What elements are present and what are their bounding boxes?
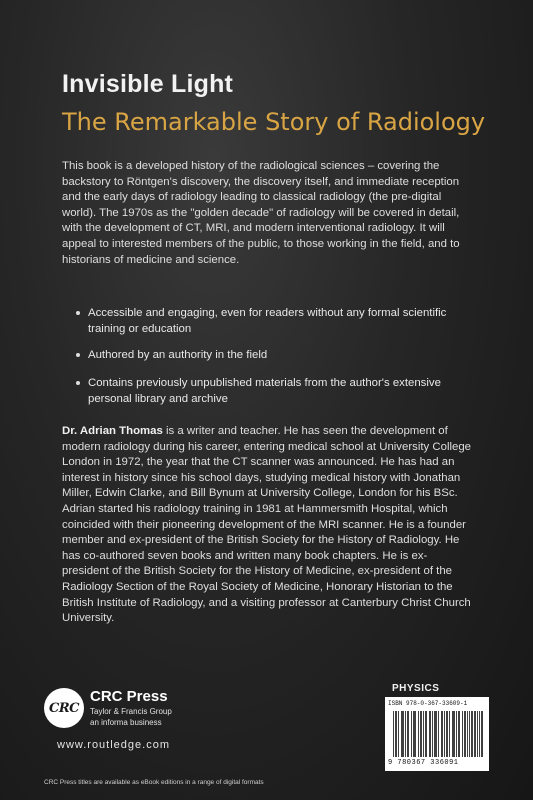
bullet-list-1 [62, 306, 474, 337]
book-title: Invisible Light [62, 70, 234, 98]
barcode-bar [402, 711, 403, 757]
barcode-bar [430, 711, 431, 757]
barcode-bar [477, 711, 478, 757]
bullet-item: Accessible and engaging, even for readers without any formal scientific training or education [62, 306, 474, 337]
barcode-bar [481, 711, 482, 757]
barcode-bar [482, 711, 483, 757]
barcode-bar [407, 711, 408, 757]
bullet-item: Contains previously unpublished materials from the author's extensive personal library and archive [62, 376, 474, 407]
barcode-bar [475, 711, 476, 757]
barcode-bar [441, 711, 442, 757]
barcode-bar [425, 711, 426, 757]
publisher-name: CRC Press [90, 688, 168, 705]
barcode-bar [447, 711, 448, 757]
barcode-bar [464, 711, 465, 757]
barcode-icon [393, 711, 483, 757]
description-text: This book is a developed history of the radiological sciences – covering the backstory to Röntgen's discovery, the discovery itself, and immediate reception and the early days of radiology leading to classical radiology (the pre-digital world). The 1970s as the "golden decade" of radiology will be covered in detail, with the development of CT, MRI, and modern interventional radiology. It will appeal to interested members of the public, to those working in the field, and to historians of medicine and science. [62, 160, 460, 266]
barcode-bar [418, 711, 419, 757]
barcode-bar [462, 711, 463, 757]
publisher-group: Taylor & Francis Group [90, 707, 172, 716]
barcode-bar [432, 711, 433, 757]
barcode-bar [426, 711, 427, 757]
barcode-bar [414, 711, 415, 757]
barcode-bar [398, 711, 399, 757]
barcode-bar [435, 711, 436, 757]
barcode-bar [442, 711, 443, 757]
description [62, 159, 474, 268]
barcode-bar [415, 711, 416, 757]
barcode-bar [403, 711, 404, 757]
author-bio [62, 424, 474, 627]
publisher-tagline: an informa business [90, 718, 162, 727]
barcode-bar [456, 711, 457, 757]
barcode-bar [469, 711, 470, 757]
barcode-bar [453, 711, 454, 757]
barcode-bar [423, 711, 424, 757]
bullet-list-2 [62, 348, 474, 364]
subject-category: PHYSICS [392, 683, 440, 694]
barcode-bar [459, 711, 460, 757]
ebook-note: CRC Press titles are available as eBook editions in a range of digital formats [44, 779, 264, 786]
barcode-bar [446, 711, 447, 757]
barcode-bar [396, 711, 397, 757]
barcode-bar [452, 711, 453, 757]
barcode-bar [449, 711, 450, 757]
barcode-bar [454, 711, 455, 757]
isbn-label: ISBN 978-0-367-33609-1 [388, 700, 468, 707]
bullet-item: Authored by an authority in the field [62, 348, 474, 364]
barcode-bar [421, 711, 422, 757]
barcode-bar [472, 711, 473, 757]
book-subtitle: The Remarkable Story of Radiology [62, 108, 486, 136]
author-bio-text: is a writer and teacher. He has seen the development of modern radiology during his career, entering medical school at University College London in 1972, the year that the CT scanner was announced. He has had an interest in history since his school days, studying medical history with Jonathan Miller, Edwin Clarke, and Bill Bynum at University College, London for his BSc. Adrian started his radiology training in 1981 at Hammersmith Hospital, which coincided with their pioneering development of the MRI scanner. He is a founder member and ex-president of the British Society for the History of Radiology. He has co-authored seven books and written many book chapters. He is ex-president of the British Society for the History of Medicine, ex-president of the Radiology Section of the Royal Society of Medicine, Honorary Historian to the British Institute of Radiology, and a visiting professor at Canterbury Christ Church University. [62, 425, 472, 625]
bullet-list-3 [62, 376, 474, 407]
author-name: Dr. Adrian Thomas [62, 425, 163, 437]
barcode-bar [393, 711, 394, 757]
logo-text: CRC [49, 700, 79, 716]
barcode-bar [471, 711, 472, 757]
publisher-url[interactable]: www.routledge.com [57, 739, 170, 751]
barcode-bar [429, 711, 430, 757]
barcode-bar [479, 711, 480, 757]
barcode-bar [458, 711, 459, 757]
barcode-bar [405, 711, 406, 757]
barcode-bar [395, 711, 396, 757]
barcode-bar [465, 711, 466, 757]
barcode-bar [434, 711, 435, 757]
barcode-bar [444, 711, 445, 757]
barcode-bar [408, 711, 409, 757]
barcode-bar [438, 711, 439, 757]
crc-logo-icon [44, 688, 84, 728]
barcode-bar [413, 711, 414, 757]
barcode-bar [420, 711, 421, 757]
isbn-barcode [385, 697, 489, 771]
isbn-digits: 9 780367 336091 [388, 759, 459, 767]
barcode-bar [474, 711, 475, 757]
barcode-bar [467, 711, 468, 757]
barcode-bar [401, 711, 402, 757]
barcode-bar [436, 711, 437, 757]
barcode-bar [411, 711, 412, 757]
